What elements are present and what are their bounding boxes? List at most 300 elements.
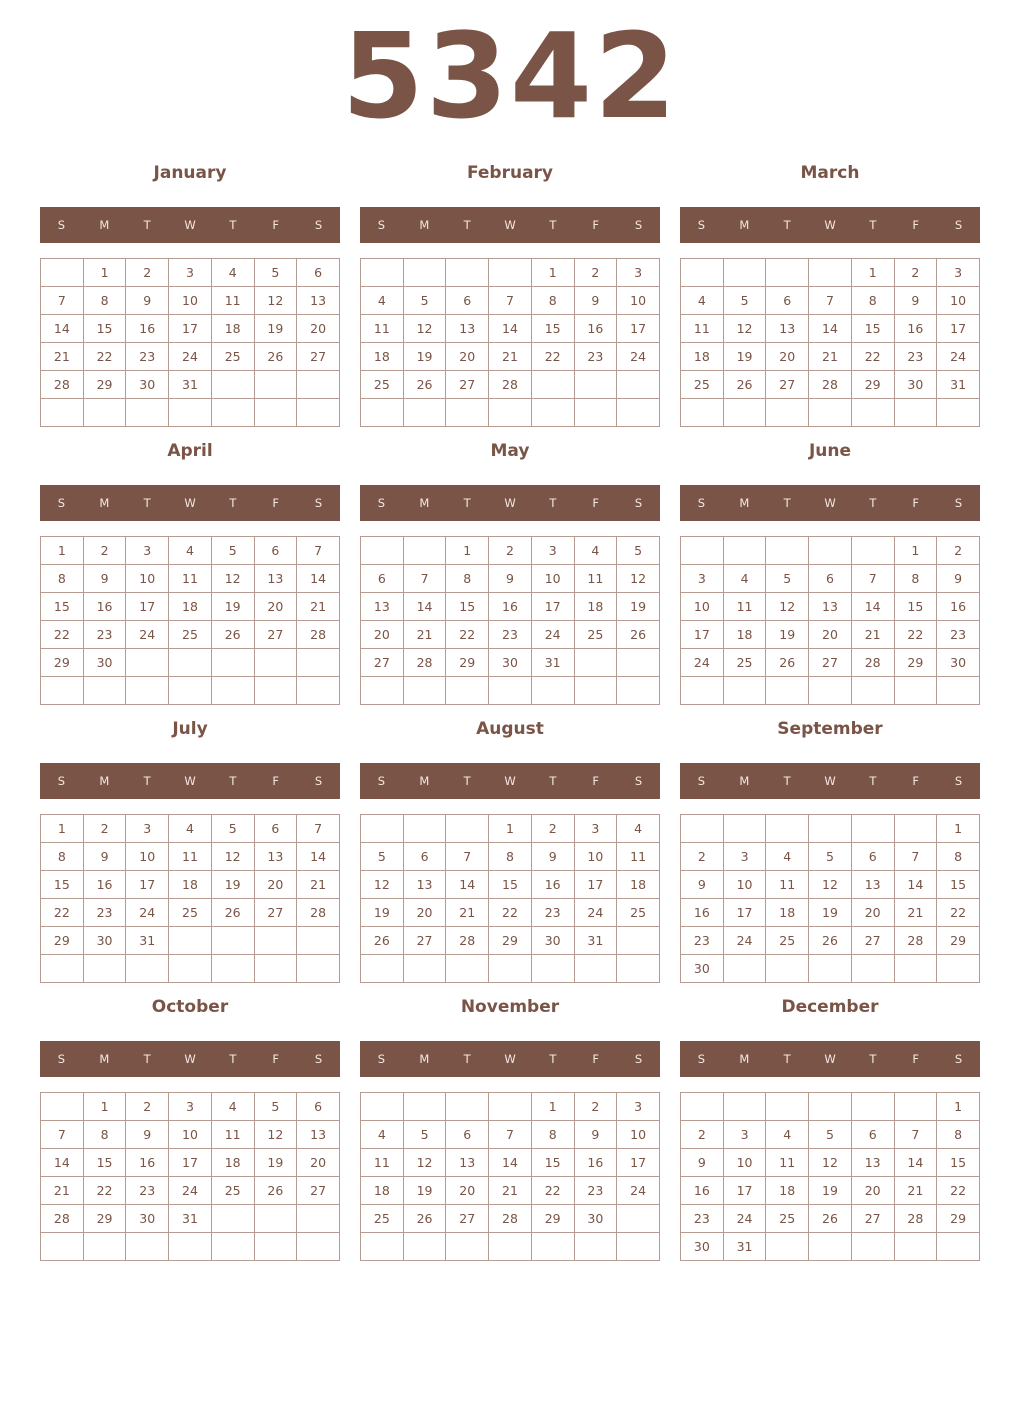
month-october	[40, 834, 340, 1226]
weekday-label: T	[783, 218, 791, 232]
day-cell	[574, 1233, 617, 1261]
day-cell: 14	[851, 593, 894, 621]
day-cell: 21	[41, 1177, 84, 1205]
day-cell: 17	[169, 1149, 212, 1177]
day-cell: 12	[254, 287, 297, 315]
day-cell	[446, 1093, 489, 1121]
day-cell: 10	[681, 593, 724, 621]
day-cell: 6	[766, 287, 809, 315]
day-cell: 24	[723, 1205, 766, 1233]
day-cell: 7	[894, 843, 937, 871]
day-cell: 15	[83, 1149, 126, 1177]
weekday-header	[360, 763, 660, 799]
day-cell: 26	[254, 343, 297, 371]
day-cell: 19	[211, 871, 254, 899]
week-row	[41, 1093, 340, 1121]
day-cell: 4	[723, 565, 766, 593]
day-cell: 11	[681, 315, 724, 343]
day-cell: 18	[361, 1177, 404, 1205]
weekday-label: S	[954, 1052, 963, 1066]
day-cell: 4	[211, 1093, 254, 1121]
day-cell: 28	[851, 649, 894, 677]
day-cell: 15	[937, 1149, 980, 1177]
day-cell: 14	[297, 843, 340, 871]
day-cell: 10	[169, 287, 212, 315]
weekday-header	[680, 207, 980, 243]
weekday-label: F	[272, 774, 280, 788]
weekday-label: M	[99, 1052, 110, 1066]
day-cell: 25	[169, 899, 212, 927]
day-cell: 18	[723, 621, 766, 649]
day-cell: 5	[211, 815, 254, 843]
day-cell: 13	[446, 315, 489, 343]
day-cell: 9	[489, 565, 532, 593]
day-cell: 30	[894, 371, 937, 399]
day-cell: 31	[574, 927, 617, 955]
day-cell: 9	[681, 871, 724, 899]
weekday-label: T	[463, 218, 471, 232]
day-cell: 16	[83, 593, 126, 621]
day-cell: 2	[531, 815, 574, 843]
day-cell	[723, 1093, 766, 1121]
day-cell: 23	[83, 899, 126, 927]
day-cell: 11	[361, 1149, 404, 1177]
day-cell	[809, 1233, 852, 1261]
day-cell: 4	[211, 259, 254, 287]
day-cell: 3	[617, 259, 660, 287]
day-cell	[254, 1233, 297, 1261]
day-cell: 27	[446, 371, 489, 399]
day-cell: 7	[809, 287, 852, 315]
month-name: July	[172, 719, 208, 739]
day-cell: 23	[531, 899, 574, 927]
weekday-header	[360, 1041, 660, 1077]
day-cell: 29	[83, 1205, 126, 1233]
weekday-label: S	[634, 218, 643, 232]
day-cell: 3	[723, 843, 766, 871]
day-cell: 18	[766, 899, 809, 927]
day-cell	[766, 1233, 809, 1261]
day-cell: 16	[574, 315, 617, 343]
day-cell: 17	[681, 621, 724, 649]
week-row	[41, 1233, 340, 1261]
weekday-label: S	[314, 774, 323, 788]
day-cell: 31	[937, 371, 980, 399]
day-cell: 24	[574, 899, 617, 927]
day-cell: 8	[83, 287, 126, 315]
day-cell: 3	[126, 537, 169, 565]
day-cell: 28	[809, 371, 852, 399]
day-cell: 13	[766, 315, 809, 343]
weekday-label: M	[419, 218, 430, 232]
day-cell: 27	[766, 371, 809, 399]
day-cell: 22	[489, 899, 532, 927]
day-cell: 12	[809, 1149, 852, 1177]
month-april	[40, 278, 340, 670]
day-cell: 24	[617, 343, 660, 371]
day-cell: 29	[83, 371, 126, 399]
day-cell: 5	[403, 1121, 446, 1149]
day-cell: 23	[83, 621, 126, 649]
day-cell: 19	[361, 899, 404, 927]
weekday-label: F	[592, 774, 600, 788]
day-cell: 28	[41, 1205, 84, 1233]
day-cell: 8	[937, 1121, 980, 1149]
day-cell: 16	[681, 899, 724, 927]
day-cell: 24	[126, 899, 169, 927]
day-cell: 13	[297, 1121, 340, 1149]
day-cell: 27	[254, 621, 297, 649]
day-cell: 19	[766, 621, 809, 649]
day-cell: 26	[403, 1205, 446, 1233]
weekday-label: M	[99, 496, 110, 510]
weekday-label: S	[634, 496, 643, 510]
day-cell: 2	[681, 843, 724, 871]
day-cell: 1	[489, 815, 532, 843]
day-cell	[894, 1093, 937, 1121]
day-cell: 26	[254, 1177, 297, 1205]
day-cell: 10	[169, 1121, 212, 1149]
day-cell	[169, 1233, 212, 1261]
weekday-label: S	[697, 496, 706, 510]
day-cell	[617, 1205, 660, 1233]
day-cell	[531, 1233, 574, 1261]
day-cell: 13	[809, 593, 852, 621]
weekday-label: S	[697, 774, 706, 788]
day-grid	[360, 1092, 660, 1261]
day-cell: 18	[211, 315, 254, 343]
day-cell: 29	[937, 1205, 980, 1233]
day-cell: 25	[361, 1205, 404, 1233]
day-cell: 24	[681, 649, 724, 677]
day-cell: 31	[723, 1233, 766, 1261]
day-cell: 2	[83, 537, 126, 565]
weekday-label: T	[869, 218, 877, 232]
day-cell: 28	[489, 1205, 532, 1233]
weekday-header	[360, 207, 660, 243]
day-cell: 15	[531, 315, 574, 343]
weekday-label: F	[912, 496, 920, 510]
weekday-label: S	[377, 496, 386, 510]
day-cell: 14	[41, 1149, 84, 1177]
weekday-header	[680, 485, 980, 521]
day-cell: 30	[531, 927, 574, 955]
day-cell: 13	[851, 1149, 894, 1177]
day-cell: 12	[211, 843, 254, 871]
day-cell: 30	[681, 955, 724, 983]
day-cell: 9	[83, 565, 126, 593]
day-cell: 18	[617, 871, 660, 899]
day-cell: 28	[489, 371, 532, 399]
weekday-header	[40, 485, 340, 521]
day-cell: 14	[297, 565, 340, 593]
day-cell: 20	[809, 621, 852, 649]
day-cell: 27	[403, 927, 446, 955]
day-cell	[361, 1233, 404, 1261]
weekday-label: W	[184, 496, 196, 510]
day-cell: 16	[894, 315, 937, 343]
day-cell: 19	[809, 899, 852, 927]
week-row	[41, 1177, 340, 1205]
day-cell: 8	[41, 565, 84, 593]
day-cell: 12	[617, 565, 660, 593]
weekday-label: F	[912, 1052, 920, 1066]
day-cell	[361, 1093, 404, 1121]
day-cell	[297, 1233, 340, 1261]
day-cell: 28	[446, 927, 489, 955]
day-cell: 28	[297, 899, 340, 927]
day-cell: 19	[403, 1177, 446, 1205]
day-cell: 7	[489, 1121, 532, 1149]
day-cell	[403, 1233, 446, 1261]
day-cell: 27	[297, 343, 340, 371]
weekday-label: M	[419, 774, 430, 788]
day-cell: 13	[446, 1149, 489, 1177]
weekday-label: T	[783, 496, 791, 510]
day-cell: 30	[126, 371, 169, 399]
day-cell: 21	[809, 343, 852, 371]
day-cell: 26	[766, 649, 809, 677]
month-december	[680, 834, 980, 1254]
day-cell: 27	[297, 1177, 340, 1205]
day-cell: 22	[937, 899, 980, 927]
day-cell: 22	[83, 343, 126, 371]
month-september	[680, 556, 980, 976]
day-cell: 18	[169, 871, 212, 899]
day-cell: 23	[489, 621, 532, 649]
weekday-label: F	[912, 218, 920, 232]
day-cell: 15	[531, 1149, 574, 1177]
day-cell	[851, 1233, 894, 1261]
month-name: August	[476, 719, 544, 739]
day-cell	[681, 1093, 724, 1121]
day-cell: 1	[937, 1093, 980, 1121]
day-cell	[766, 1093, 809, 1121]
day-cell: 27	[851, 1205, 894, 1233]
day-cell: 18	[361, 343, 404, 371]
day-cell: 31	[169, 1205, 212, 1233]
day-cell: 10	[723, 1149, 766, 1177]
day-cell: 12	[211, 565, 254, 593]
day-cell: 18	[211, 1149, 254, 1177]
day-cell: 1	[851, 259, 894, 287]
day-cell: 8	[851, 287, 894, 315]
day-cell: 4	[681, 287, 724, 315]
day-cell: 14	[489, 1149, 532, 1177]
day-cell: 11	[169, 565, 212, 593]
weekday-label: S	[57, 496, 66, 510]
day-cell: 2	[894, 259, 937, 287]
day-cell: 25	[211, 1177, 254, 1205]
day-cell: 12	[254, 1121, 297, 1149]
month-name: March	[800, 163, 860, 183]
weekday-label: S	[697, 218, 706, 232]
day-cell: 21	[851, 621, 894, 649]
month-name: June	[808, 441, 852, 461]
week-row	[41, 1121, 340, 1149]
week-row	[681, 1177, 980, 1205]
weekday-label: F	[592, 218, 600, 232]
day-cell: 9	[574, 1121, 617, 1149]
day-cell: 11	[211, 287, 254, 315]
month-march	[680, 0, 980, 392]
day-cell: 3	[574, 815, 617, 843]
day-cell: 26	[723, 371, 766, 399]
day-cell: 23	[126, 343, 169, 371]
weekday-label: M	[99, 218, 110, 232]
weekday-label: W	[504, 218, 516, 232]
weekday-label: T	[229, 1052, 237, 1066]
day-cell: 4	[766, 843, 809, 871]
weekday-label: S	[314, 218, 323, 232]
weekday-label: W	[504, 496, 516, 510]
day-cell: 14	[809, 315, 852, 343]
day-cell: 29	[531, 1205, 574, 1233]
day-cell: 26	[617, 621, 660, 649]
day-cell: 22	[937, 1177, 980, 1205]
weekday-label: S	[314, 496, 323, 510]
day-cell: 28	[894, 1205, 937, 1233]
weekday-label: S	[377, 1052, 386, 1066]
weekday-label: F	[272, 1052, 280, 1066]
day-cell: 8	[894, 565, 937, 593]
day-cell: 2	[681, 1121, 724, 1149]
day-cell: 13	[851, 871, 894, 899]
day-cell: 12	[809, 871, 852, 899]
day-cell: 21	[446, 899, 489, 927]
month-february	[360, 0, 660, 392]
day-cell: 2	[574, 1093, 617, 1121]
day-cell: 23	[574, 1177, 617, 1205]
day-cell: 10	[723, 871, 766, 899]
weekday-label: T	[869, 496, 877, 510]
day-cell: 3	[169, 259, 212, 287]
day-cell: 26	[361, 927, 404, 955]
day-cell: 3	[531, 537, 574, 565]
day-cell: 6	[446, 1121, 489, 1149]
day-cell: 31	[531, 649, 574, 677]
day-cell: 5	[254, 1093, 297, 1121]
month-november	[360, 834, 660, 1226]
day-cell: 28	[297, 621, 340, 649]
day-cell	[83, 1233, 126, 1261]
day-cell: 8	[531, 287, 574, 315]
day-cell: 9	[937, 565, 980, 593]
day-cell: 10	[574, 843, 617, 871]
day-cell: 24	[126, 621, 169, 649]
day-cell: 21	[41, 343, 84, 371]
day-cell: 5	[766, 565, 809, 593]
day-cell: 24	[169, 1177, 212, 1205]
weekday-header	[680, 1041, 980, 1077]
day-cell: 30	[126, 1205, 169, 1233]
day-cell: 19	[254, 315, 297, 343]
day-cell: 8	[83, 1121, 126, 1149]
day-cell: 22	[894, 621, 937, 649]
day-cell: 11	[169, 843, 212, 871]
month-name: April	[167, 441, 213, 461]
weekday-label: S	[634, 1052, 643, 1066]
day-cell: 5	[361, 843, 404, 871]
day-cell: 23	[937, 621, 980, 649]
day-cell: 14	[41, 315, 84, 343]
day-cell: 26	[211, 899, 254, 927]
day-cell: 18	[681, 343, 724, 371]
week-row	[681, 1149, 980, 1177]
weekday-label: T	[463, 1052, 471, 1066]
weekday-header	[40, 207, 340, 243]
weekday-label: W	[184, 774, 196, 788]
day-cell: 21	[297, 871, 340, 899]
day-cell: 30	[681, 1233, 724, 1261]
weekday-label: S	[377, 774, 386, 788]
day-cell: 3	[723, 1121, 766, 1149]
weekday-label: W	[824, 774, 836, 788]
day-cell: 30	[937, 649, 980, 677]
day-cell: 26	[809, 927, 852, 955]
weekday-label: S	[57, 218, 66, 232]
day-cell: 28	[41, 371, 84, 399]
weekday-label: T	[143, 774, 151, 788]
day-cell: 28	[894, 927, 937, 955]
day-cell: 12	[723, 315, 766, 343]
day-cell: 26	[403, 371, 446, 399]
weekday-label: T	[549, 496, 557, 510]
weekday-label: F	[912, 774, 920, 788]
day-cell: 20	[254, 871, 297, 899]
week-row	[41, 1149, 340, 1177]
weekday-label: S	[377, 218, 386, 232]
day-cell: 27	[809, 649, 852, 677]
weekday-label: S	[954, 218, 963, 232]
day-cell: 10	[126, 565, 169, 593]
day-cell: 13	[403, 871, 446, 899]
day-cell: 6	[851, 1121, 894, 1149]
day-cell: 17	[617, 1149, 660, 1177]
day-cell: 1	[531, 259, 574, 287]
day-cell: 14	[446, 871, 489, 899]
day-cell	[297, 1205, 340, 1233]
day-cell: 13	[361, 593, 404, 621]
day-cell: 21	[403, 621, 446, 649]
day-cell: 4	[574, 537, 617, 565]
weekday-label: W	[824, 496, 836, 510]
day-cell: 18	[766, 1177, 809, 1205]
day-cell: 5	[254, 259, 297, 287]
day-cell: 25	[766, 927, 809, 955]
month-name: January	[153, 163, 227, 183]
day-cell: 23	[681, 927, 724, 955]
weekday-label: M	[99, 774, 110, 788]
day-cell: 7	[489, 287, 532, 315]
day-cell: 20	[403, 899, 446, 927]
day-cell: 10	[126, 843, 169, 871]
day-cell: 8	[937, 843, 980, 871]
month-name: October	[151, 997, 229, 1017]
day-cell: 4	[169, 815, 212, 843]
day-cell: 3	[681, 565, 724, 593]
day-cell: 17	[574, 871, 617, 899]
day-cell: 5	[723, 287, 766, 315]
weekday-label: S	[634, 774, 643, 788]
weekday-label: T	[143, 496, 151, 510]
day-cell: 16	[681, 1177, 724, 1205]
day-cell: 25	[574, 621, 617, 649]
day-cell: 20	[297, 1149, 340, 1177]
day-cell: 29	[894, 649, 937, 677]
day-cell: 7	[297, 537, 340, 565]
weekday-label: M	[739, 1052, 750, 1066]
